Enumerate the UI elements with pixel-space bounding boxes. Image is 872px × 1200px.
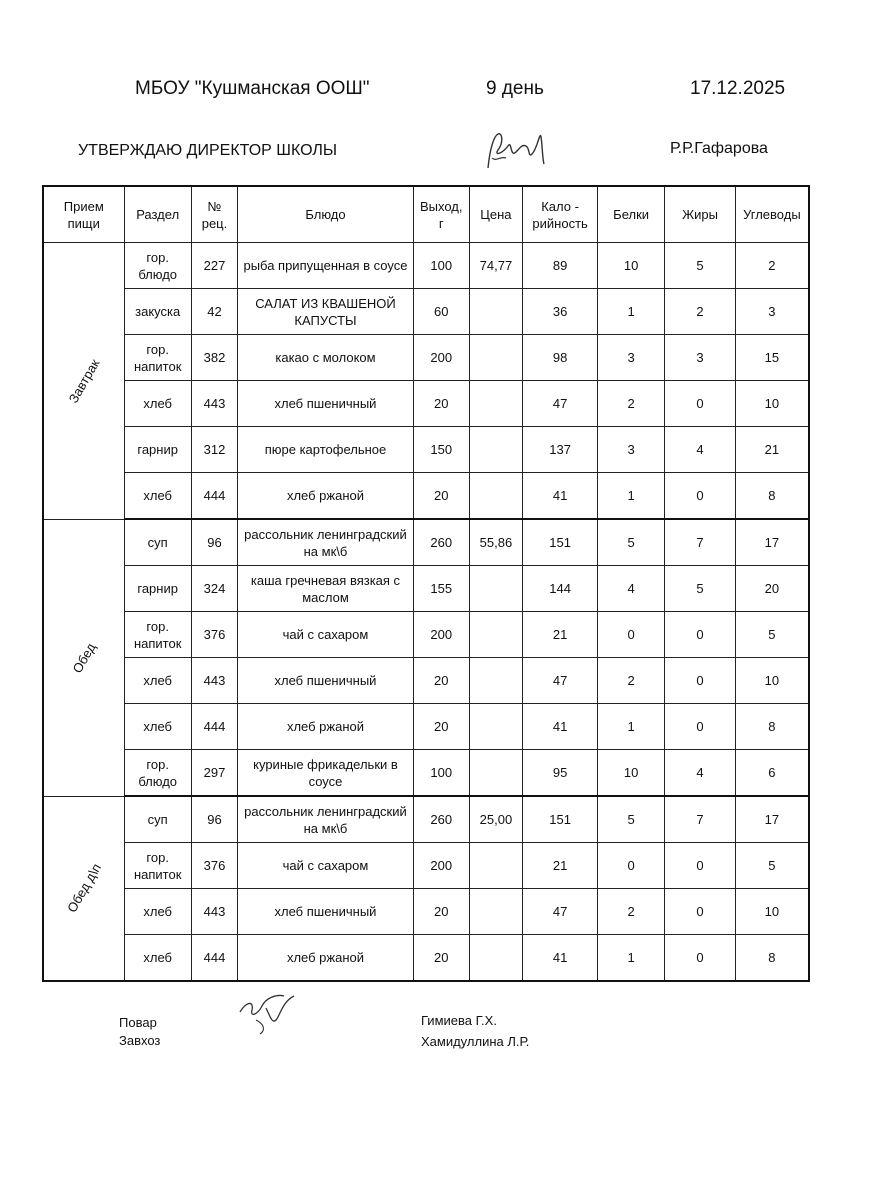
cell-carbs: 17 — [735, 519, 809, 566]
cell-dish: САЛАТ ИЗ КВАШЕНОЙ КАПУСТЫ — [238, 289, 414, 335]
director-name: Р.Р.Гафарова — [670, 140, 768, 157]
meal-cell — [43, 519, 124, 796]
cell-calories: 36 — [523, 289, 598, 335]
table-row — [43, 519, 809, 566]
cell-proteins: 2 — [597, 658, 664, 704]
cell-carbs: 8 — [735, 473, 809, 520]
cell-section: хлеб — [124, 889, 191, 935]
table-row — [43, 889, 809, 935]
menu-date: 17.12.2025 — [690, 78, 786, 99]
cell-proteins: 1 — [597, 704, 664, 750]
cell-fats: 0 — [665, 843, 735, 889]
cell-dish: рыба припущенная в соусе — [238, 243, 414, 289]
cell-output: 20 — [413, 381, 469, 427]
cell-carbs: 3 — [735, 289, 809, 335]
cell-calories: 41 — [523, 935, 598, 982]
cell-proteins: 1 — [597, 289, 664, 335]
cell-carbs: 20 — [735, 566, 809, 612]
cell-calories: 151 — [523, 519, 598, 566]
cell-dish: хлеб ржаной — [238, 935, 414, 982]
cell-recipe: 227 — [191, 243, 237, 289]
cell-carbs: 10 — [735, 381, 809, 427]
cell-price — [469, 889, 523, 935]
table-row — [43, 750, 809, 797]
cell-price — [469, 843, 523, 889]
cell-dish: хлеб пшеничный — [238, 889, 414, 935]
cell-calories: 41 — [523, 704, 598, 750]
cell-section: хлеб — [124, 473, 191, 520]
cell-calories: 89 — [523, 243, 598, 289]
cell-recipe: 96 — [191, 796, 237, 843]
cell-dish: хлеб пшеничный — [238, 381, 414, 427]
column-header-meal: Прием пищи — [43, 186, 124, 243]
cell-section: хлеб — [124, 658, 191, 704]
table-row — [43, 796, 809, 843]
cell-carbs: 10 — [735, 889, 809, 935]
cell-proteins: 5 — [597, 796, 664, 843]
cell-proteins: 0 — [597, 612, 664, 658]
column-header-section: Раздел — [124, 186, 191, 243]
cell-fats: 7 — [665, 519, 735, 566]
cell-recipe: 96 — [191, 519, 237, 566]
cell-carbs: 5 — [735, 843, 809, 889]
cell-output: 150 — [413, 427, 469, 473]
cell-carbs: 15 — [735, 335, 809, 381]
cook-signature-icon — [236, 990, 306, 1036]
cell-dish: хлеб пшеничный — [238, 658, 414, 704]
cell-calories: 47 — [523, 658, 598, 704]
cell-carbs: 2 — [735, 243, 809, 289]
column-header-proteins: Белки — [597, 186, 664, 243]
cell-carbs: 10 — [735, 658, 809, 704]
table-row — [43, 243, 809, 289]
cell-proteins: 2 — [597, 889, 664, 935]
table-row — [43, 935, 809, 982]
meal-label: Обед д\п — [63, 861, 104, 916]
cell-proteins: 0 — [597, 843, 664, 889]
cell-calories: 98 — [523, 335, 598, 381]
cell-recipe: 324 — [191, 566, 237, 612]
cell-section: гор. напиток — [124, 335, 191, 381]
cell-carbs: 21 — [735, 427, 809, 473]
cell-proteins: 4 — [597, 566, 664, 612]
cell-recipe: 444 — [191, 935, 237, 982]
cell-proteins: 5 — [597, 519, 664, 566]
cell-section: хлеб — [124, 381, 191, 427]
cell-recipe: 443 — [191, 381, 237, 427]
cell-fats: 5 — [665, 566, 735, 612]
cook-name: Гимиева Г.Х. — [421, 1013, 497, 1028]
cell-fats: 0 — [665, 381, 735, 427]
cell-price — [469, 335, 523, 381]
cell-section: суп — [124, 796, 191, 843]
table-row — [43, 381, 809, 427]
table-row — [43, 704, 809, 750]
table-row — [43, 289, 809, 335]
cell-section: гор. блюдо — [124, 750, 191, 797]
menu-day: 9 день — [486, 78, 544, 99]
cell-recipe: 444 — [191, 473, 237, 520]
cell-proteins: 3 — [597, 335, 664, 381]
cell-dish: куриные фрикадельки в соусе — [238, 750, 414, 797]
cell-fats: 0 — [665, 658, 735, 704]
cell-price — [469, 704, 523, 750]
cell-output: 20 — [413, 935, 469, 982]
cell-calories: 144 — [523, 566, 598, 612]
approval-caption: УТВЕРЖДАЮ ДИРЕКТОР ШКОЛЫ — [78, 142, 338, 159]
cell-output: 20 — [413, 704, 469, 750]
cell-calories: 95 — [523, 750, 598, 797]
column-header-dish: Блюдо — [238, 186, 414, 243]
cell-section: хлеб — [124, 935, 191, 982]
director-signature-icon — [482, 128, 556, 176]
cell-price: 74,77 — [469, 243, 523, 289]
table-header-row — [43, 186, 809, 243]
cell-price — [469, 935, 523, 982]
cell-price — [469, 289, 523, 335]
table-row — [43, 612, 809, 658]
meal-cell — [43, 796, 124, 981]
cell-price — [469, 566, 523, 612]
cell-fats: 0 — [665, 704, 735, 750]
cell-section: гор. напиток — [124, 612, 191, 658]
column-header-price: Цена — [469, 186, 523, 243]
cell-calories: 151 — [523, 796, 598, 843]
cell-recipe: 444 — [191, 704, 237, 750]
column-header-fats: Жиры — [665, 186, 735, 243]
cell-fats: 7 — [665, 796, 735, 843]
cell-section: суп — [124, 519, 191, 566]
cell-fats: 0 — [665, 935, 735, 982]
table-row — [43, 658, 809, 704]
cell-price — [469, 612, 523, 658]
column-header-output: Выход, г — [413, 186, 469, 243]
cell-dish: чай с сахаром — [238, 612, 414, 658]
cell-fats: 0 — [665, 889, 735, 935]
cell-output: 200 — [413, 843, 469, 889]
cell-output: 260 — [413, 519, 469, 566]
cell-carbs: 6 — [735, 750, 809, 797]
cell-proteins: 2 — [597, 381, 664, 427]
storekeeper-label: Завхоз — [119, 1033, 161, 1048]
cell-proteins: 1 — [597, 473, 664, 520]
cell-dish: чай с сахаром — [238, 843, 414, 889]
cell-output: 100 — [413, 243, 469, 289]
cell-proteins: 10 — [597, 243, 664, 289]
cell-carbs: 5 — [735, 612, 809, 658]
cell-price — [469, 750, 523, 797]
meal-cell — [43, 243, 124, 520]
cell-carbs: 8 — [735, 935, 809, 982]
cell-output: 260 — [413, 796, 469, 843]
school-name: МБОУ "Кушманская ООШ" — [135, 78, 370, 99]
cell-section: гарнир — [124, 427, 191, 473]
cell-price: 25,00 — [469, 796, 523, 843]
cell-recipe: 376 — [191, 843, 237, 889]
cell-fats: 5 — [665, 243, 735, 289]
table-row — [43, 843, 809, 889]
cell-dish: хлеб ржаной — [238, 473, 414, 520]
cell-output: 20 — [413, 473, 469, 520]
table-row — [43, 427, 809, 473]
column-header-calories: Кало - рийность — [523, 186, 598, 243]
cell-calories: 137 — [523, 427, 598, 473]
cell-carbs: 8 — [735, 704, 809, 750]
cell-section: гор. напиток — [124, 843, 191, 889]
cell-recipe: 382 — [191, 335, 237, 381]
cell-output: 155 — [413, 566, 469, 612]
cell-output: 100 — [413, 750, 469, 797]
meal-label: Обед — [69, 639, 99, 676]
cell-calories: 21 — [523, 843, 598, 889]
cell-dish: рассольник ленинградский на мк\б — [238, 519, 414, 566]
cell-section: гор. блюдо — [124, 243, 191, 289]
cell-fats: 4 — [665, 427, 735, 473]
storekeeper-name: Хамидуллина Л.Р. — [421, 1034, 530, 1049]
cell-dish: хлеб ржаной — [238, 704, 414, 750]
cell-fats: 0 — [665, 612, 735, 658]
menu-table — [42, 185, 810, 982]
cell-output: 200 — [413, 612, 469, 658]
menu-table-body — [43, 243, 809, 982]
meal-label: Завтрак — [65, 356, 103, 406]
cell-output: 60 — [413, 289, 469, 335]
cell-proteins: 10 — [597, 750, 664, 797]
cell-dish: пюре картофельное — [238, 427, 414, 473]
table-row — [43, 335, 809, 381]
cell-carbs: 17 — [735, 796, 809, 843]
table-row — [43, 566, 809, 612]
cell-price: 55,86 — [469, 519, 523, 566]
cell-recipe: 443 — [191, 658, 237, 704]
cell-dish: рассольник ленинградский на мк\б — [238, 796, 414, 843]
cell-price — [469, 427, 523, 473]
cell-recipe: 42 — [191, 289, 237, 335]
column-header-recipe: № рец. — [191, 186, 237, 243]
cell-fats: 4 — [665, 750, 735, 797]
cell-output: 200 — [413, 335, 469, 381]
column-header-carbs: Углеводы — [735, 186, 809, 243]
cell-section: закуска — [124, 289, 191, 335]
cell-output: 20 — [413, 658, 469, 704]
cell-dish: каша гречневая вязкая с маслом — [238, 566, 414, 612]
table-row — [43, 473, 809, 520]
cell-section: гарнир — [124, 566, 191, 612]
cell-recipe: 443 — [191, 889, 237, 935]
cell-output: 20 — [413, 889, 469, 935]
cell-fats: 3 — [665, 335, 735, 381]
cell-recipe: 312 — [191, 427, 237, 473]
cell-recipe: 297 — [191, 750, 237, 797]
cell-calories: 47 — [523, 381, 598, 427]
cell-proteins: 1 — [597, 935, 664, 982]
cell-calories: 41 — [523, 473, 598, 520]
cell-proteins: 3 — [597, 427, 664, 473]
cell-calories: 21 — [523, 612, 598, 658]
cook-label: Повар — [119, 1015, 157, 1030]
cell-fats: 0 — [665, 473, 735, 520]
cell-price — [469, 381, 523, 427]
cell-price — [469, 658, 523, 704]
cell-fats: 2 — [665, 289, 735, 335]
cell-dish: какао с молоком — [238, 335, 414, 381]
cell-section: хлеб — [124, 704, 191, 750]
cell-calories: 47 — [523, 889, 598, 935]
cell-recipe: 376 — [191, 612, 237, 658]
cell-price — [469, 473, 523, 520]
